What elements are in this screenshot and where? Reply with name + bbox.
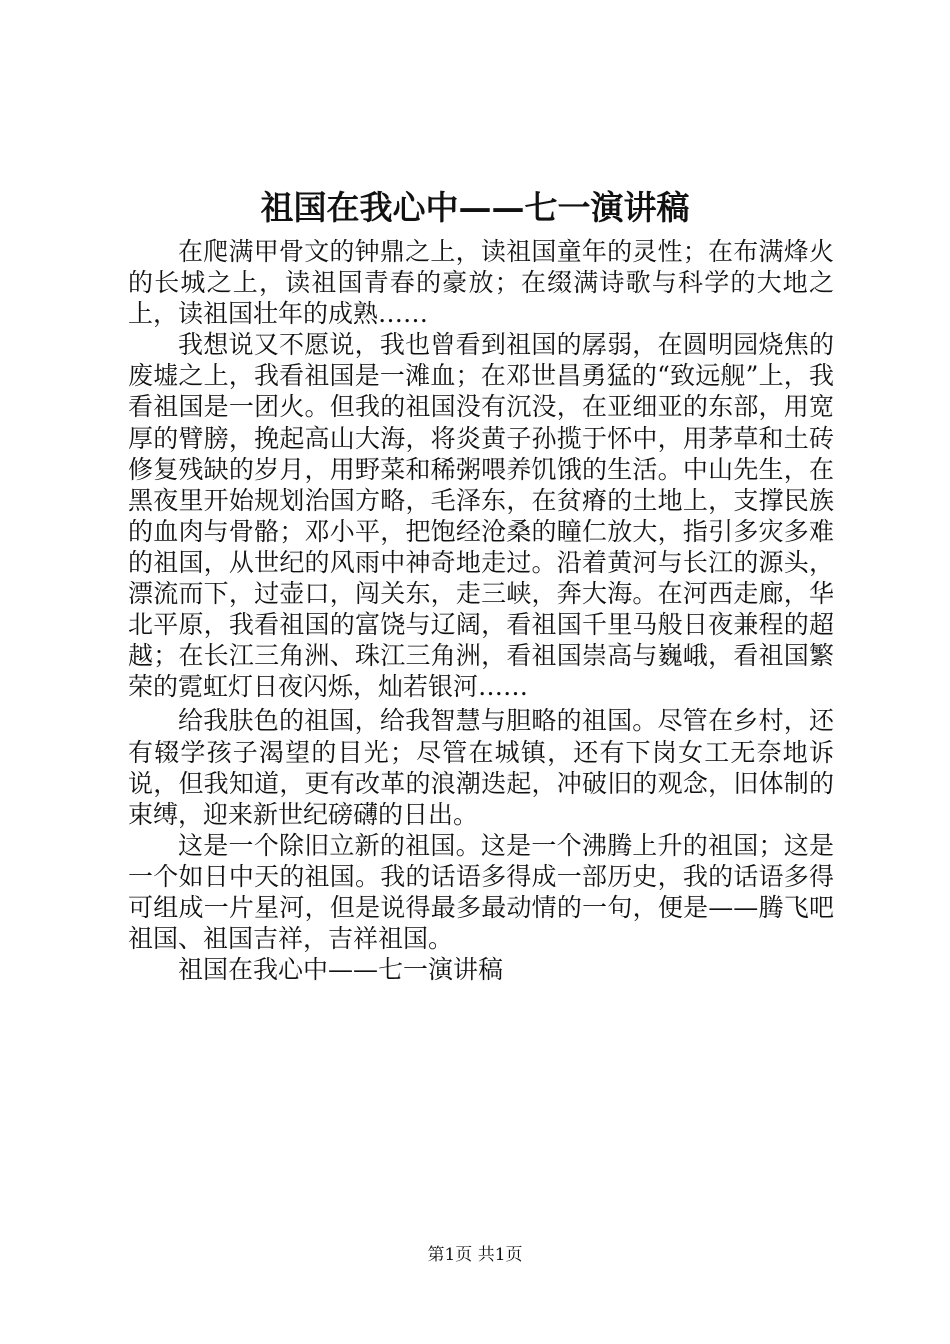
document-body <box>128 236 834 985</box>
closing-title-line: 祖国在我心中——七一演讲稿 <box>178 955 504 985</box>
paragraph-1: 在爬满甲骨文的钟鼎之上，读祖国童年的灵性；在布满烽火的长城之上，读祖国青春的豪放；在缀满诗歌与科学的大地之上，读祖国壮年的成熟…… <box>128 237 834 329</box>
page-footer: 第1页 共1页 <box>427 1245 523 1265</box>
paragraph-3: 给我肤色的祖国，给我智慧与胆略的祖国。尽管在乡村，还有辍学孩子渴望的目光；尽管在城镇，还有下岗女工无奈地诉说，但我知道，更有改革的浪潮迭起，冲破旧的观念，旧体制的束缚，迎来新世纪磅礴的日出。 <box>128 706 834 829</box>
paragraph-2: 我想说又不愿说，我也曾看到祖国的孱弱，在圆明园烧焦的废墟之上，我看祖国是一滩血；在邓世昌勇猛的“致远舰”上，我看祖国是一团火。但我的祖国没有沉没，在亚细亚的东部，用宽厚的臂膀，挽起高山大海，将炎黄子孙揽于怀中，用茅草和土砖修复残缺的岁月，用野菜和稀粥喂养饥饿的生活。中山先生，在黑夜里开始规划治国方略，毛泽东，在贫瘠的土地上，支撑民族的血肉与骨骼；邓小平，把饱经沧桑的瞳仁放大，指引多灾多难的祖国，从世纪的风雨中神奇地走过。沿着黄河与长江的源头，漂流而下，过壶口，闯关东，走三峡，奔大海。在河西走廊，华北平原，我看祖国的富饶与辽阔，看祖国千里马般日夜兼程的超越；在长江三角洲、珠江三角洲，看祖国崇高与巍峨，看祖国繁荣的霓虹灯日夜闪烁，灿若银河…… <box>128 330 834 702</box>
paragraph-4: 这是一个除旧立新的祖国。这是一个沸腾上升的祖国；这是一个如日中天的祖国。我的话语多得成一部历史，我的话语多得可组成一片星河，但是说得最多最动情的一句，便是——腾飞吧祖国、祖国吉祥，吉祥祖国。 <box>128 830 834 954</box>
document-title: 祖国在我心中——七一演讲稿 <box>260 188 690 227</box>
